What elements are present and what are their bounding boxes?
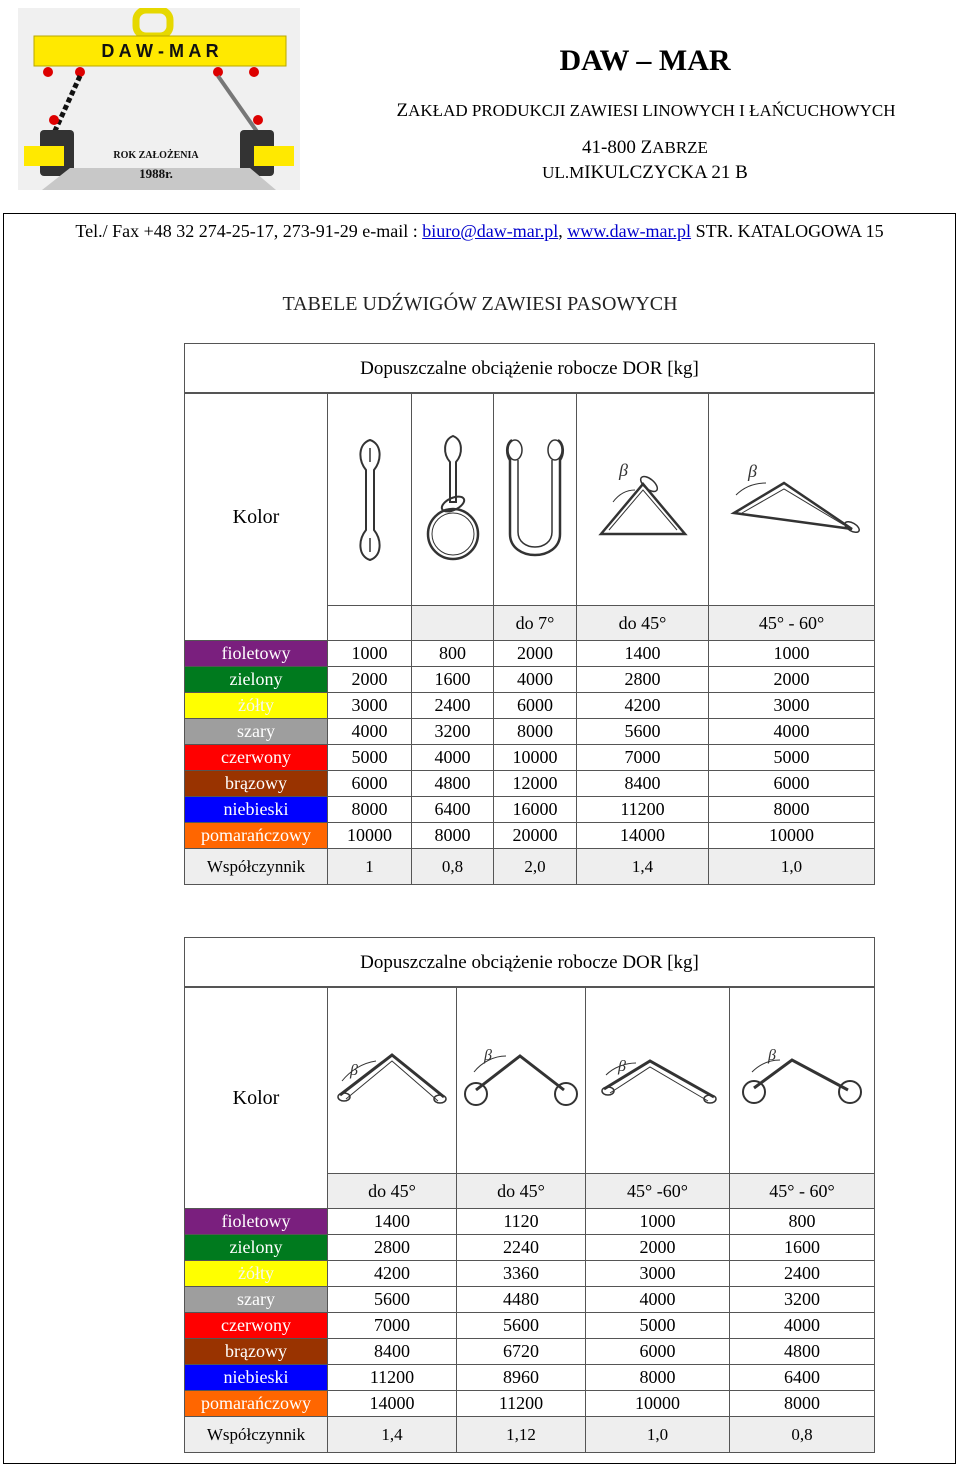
table-row [185, 1364, 875, 1390]
figure-basket-sling [494, 393, 577, 605]
contact-separator: , [558, 221, 568, 241]
load-value-cell: 1600 [730, 1234, 875, 1260]
city-rest: ABRZE [652, 138, 708, 157]
load-value-cell: 6720 [457, 1338, 586, 1364]
table1-factor-label: Współczynnik [185, 848, 328, 884]
load-value-cell: 1400 [328, 1208, 457, 1234]
table-row [185, 744, 875, 770]
load-value-cell: 8400 [328, 1338, 457, 1364]
load-value-cell: 10000 [709, 822, 875, 848]
website-link[interactable]: www.daw-mar.pl [567, 221, 692, 241]
color-name-cell: brązowy [185, 770, 328, 796]
load-value-cell: 5600 [328, 1286, 457, 1312]
angle-header: do 45° [457, 1173, 586, 1208]
load-value-cell: 3200 [412, 718, 494, 744]
load-value-cell: 6400 [730, 1364, 875, 1390]
factor-value: 1,4 [577, 848, 709, 884]
factor-value: 2,0 [494, 848, 577, 884]
catalog-page: STR. KATALOGOWA 15 [691, 221, 884, 241]
figure-single-sling [328, 393, 412, 605]
figure-two-leg-angle-eye-sling [586, 987, 730, 1173]
load-table-1 [184, 343, 875, 885]
table2-caption: Dopuszczalne obciążenie robocze DOR [kg] [185, 938, 875, 988]
page-title: TABELE UDŹWIGÓW ZAWIESI PASOWYCH [282, 293, 678, 315]
figure-two-leg-ring-sling [457, 987, 586, 1173]
table-row [185, 1260, 875, 1286]
load-value-cell: 12000 [494, 770, 577, 796]
load-value-cell: 6000 [494, 692, 577, 718]
load-value-cell: 4000 [730, 1312, 875, 1338]
load-value-cell: 6000 [709, 770, 875, 796]
load-value-cell: 8000 [709, 796, 875, 822]
color-name-cell: pomarańczowy [185, 1390, 328, 1416]
table-row [185, 640, 875, 666]
load-value-cell: 5000 [586, 1312, 730, 1338]
load-value-cell: 8960 [457, 1364, 586, 1390]
color-name-cell: czerwony [185, 1312, 328, 1338]
load-value-cell: 3000 [586, 1260, 730, 1286]
table-row [185, 692, 875, 718]
factor-value: 0,8 [730, 1416, 875, 1452]
figure-choke-sling [412, 393, 494, 605]
company-name: DAW – MAR [559, 44, 731, 77]
load-value-cell: 3200 [730, 1286, 875, 1312]
load-value-cell: 2000 [328, 666, 412, 692]
load-value-cell: 3000 [328, 692, 412, 718]
logo-badge-line2: 1988r. [139, 166, 173, 181]
load-value-cell: 5600 [457, 1312, 586, 1338]
factor-value: 0,8 [412, 848, 494, 884]
load-value-cell: 800 [412, 640, 494, 666]
load-value-cell: 14000 [328, 1390, 457, 1416]
load-value-cell: 4000 [586, 1286, 730, 1312]
table1-kolor-label: Kolor [185, 393, 328, 640]
company-city [470, 137, 820, 159]
factor-value: 1,0 [586, 1416, 730, 1452]
beta-symbol-6: β [768, 1047, 776, 1065]
color-name-cell: fioletowy [185, 640, 328, 666]
load-value-cell: 2400 [730, 1260, 875, 1286]
load-value-cell: 7000 [328, 1312, 457, 1338]
street-prefix: UL.M [542, 163, 585, 182]
beta-symbol-5: β [617, 1058, 626, 1076]
logo-text: D A W - M A R [101, 41, 219, 61]
company-subtitle [340, 100, 952, 122]
color-name-cell: niebieski [185, 796, 328, 822]
color-name-cell: czerwony [185, 744, 328, 770]
load-value-cell: 2000 [586, 1234, 730, 1260]
load-value-cell: 10000 [494, 744, 577, 770]
load-value-cell: 6000 [586, 1338, 730, 1364]
table-row [185, 1208, 875, 1234]
angle-header: do 45° [328, 1173, 457, 1208]
load-value-cell: 3360 [457, 1260, 586, 1286]
table-row [185, 1286, 875, 1312]
load-value-cell: 4000 [328, 718, 412, 744]
load-value-cell: 2000 [709, 666, 875, 692]
logo-badge-line1: ROK ZAŁOŻENIA [113, 150, 199, 161]
load-value-cell: 4200 [328, 1260, 457, 1286]
color-name-cell: szary [185, 718, 328, 744]
color-name-cell: zielony [185, 1234, 328, 1260]
table-row [185, 1234, 875, 1260]
color-name-cell: żółty [185, 1260, 328, 1286]
color-name-cell: pomarańczowy [185, 822, 328, 848]
beta-symbol-4: β [484, 1047, 492, 1065]
beta-symbol-2: β [747, 461, 757, 482]
load-value-cell: 5000 [709, 744, 875, 770]
table-row [185, 1312, 875, 1338]
load-value-cell: 5600 [577, 718, 709, 744]
angle-header: do 45° [577, 605, 709, 640]
load-value-cell: 4800 [412, 770, 494, 796]
load-value-cell: 8000 [328, 796, 412, 822]
load-value-cell: 2800 [328, 1234, 457, 1260]
load-value-cell: 20000 [494, 822, 577, 848]
load-value-cell: 8000 [494, 718, 577, 744]
load-value-cell: 16000 [494, 796, 577, 822]
subtitle-initial: Z [396, 100, 409, 121]
figure-two-leg-angle-ring-sling [730, 987, 875, 1173]
load-value-cell: 8000 [412, 822, 494, 848]
angle-header: 45° - 60° [730, 1173, 875, 1208]
load-value-cell: 8000 [586, 1364, 730, 1390]
load-value-cell: 4000 [709, 718, 875, 744]
load-value-cell: 2800 [577, 666, 709, 692]
load-value-cell: 4000 [494, 666, 577, 692]
subtitle-rest: AKŁAD PRODUKCJI ZAWIESI LINOWYCH I ŁAŃCUCHOWYCH [408, 101, 896, 120]
table1-caption: Dopuszczalne obciążenie robocze DOR [kg] [185, 344, 875, 394]
table-row [185, 1338, 875, 1364]
email-link[interactable]: biuro@daw-mar.pl [422, 221, 559, 241]
table-row [185, 770, 875, 796]
load-value-cell: 3000 [709, 692, 875, 718]
load-value-cell: 8000 [730, 1390, 875, 1416]
beta-symbol-1: β [618, 460, 628, 481]
load-value-cell: 4200 [577, 692, 709, 718]
table1-body [185, 640, 875, 848]
load-value-cell: 10000 [586, 1390, 730, 1416]
load-value-cell: 10000 [328, 822, 412, 848]
load-value-cell: 5000 [328, 744, 412, 770]
load-value-cell: 14000 [577, 822, 709, 848]
load-value-cell: 6000 [328, 770, 412, 796]
load-value-cell: 4480 [457, 1286, 586, 1312]
angle-header: 45° -60° [586, 1173, 730, 1208]
contact-prefix: Tel./ Fax +48 32 274-25-17, 273-91-29 e-mail : [75, 221, 423, 241]
load-value-cell: 6400 [412, 796, 494, 822]
load-value-cell: 8400 [577, 770, 709, 796]
factor-value: 1 [328, 848, 412, 884]
color-name-cell: niebieski [185, 1364, 328, 1390]
factor-value: 1,12 [457, 1416, 586, 1452]
table-row [185, 796, 875, 822]
angle-header [328, 605, 412, 640]
table-row [185, 822, 875, 848]
color-name-cell: zielony [185, 666, 328, 692]
load-value-cell: 2400 [412, 692, 494, 718]
angle-header: do 7° [494, 605, 577, 640]
table2-body [185, 1208, 875, 1416]
table-row [185, 718, 875, 744]
angle-header [412, 605, 494, 640]
load-value-cell: 4000 [412, 744, 494, 770]
figure-two-leg-eye-sling [328, 987, 457, 1173]
company-logo [18, 8, 300, 190]
table-row [185, 666, 875, 692]
load-value-cell: 800 [730, 1208, 875, 1234]
color-name-cell: żółty [185, 692, 328, 718]
load-value-cell: 1000 [328, 640, 412, 666]
load-value-cell: 7000 [577, 744, 709, 770]
load-value-cell: 1600 [412, 666, 494, 692]
beta-symbol-3: β [350, 1062, 358, 1080]
load-table-2 [184, 937, 875, 1453]
load-value-cell: 1000 [586, 1208, 730, 1234]
contact-line [3, 221, 956, 242]
load-value-cell: 11200 [328, 1364, 457, 1390]
load-value-cell: 1400 [577, 640, 709, 666]
load-value-cell: 2240 [457, 1234, 586, 1260]
load-value-cell: 4800 [730, 1338, 875, 1364]
figure-basket-angle-sling [577, 393, 709, 605]
street-rest: IKULCZYCKA 21 B [584, 162, 748, 183]
city-prefix: 41-800 Z [582, 137, 653, 158]
factor-value: 1,4 [328, 1416, 457, 1452]
load-value-cell: 1000 [709, 640, 875, 666]
table-row [185, 1390, 875, 1416]
table2-factor-label: Współczynnik [185, 1416, 328, 1452]
factor-value: 1,0 [709, 848, 875, 884]
color-name-cell: brązowy [185, 1338, 328, 1364]
color-name-cell: fioletowy [185, 1208, 328, 1234]
load-value-cell: 11200 [457, 1390, 586, 1416]
load-value-cell: 11200 [577, 796, 709, 822]
figure-two-leg-sling [709, 393, 875, 605]
load-value-cell: 2000 [494, 640, 577, 666]
company-street [470, 162, 820, 184]
table2-kolor-label: Kolor [185, 987, 328, 1208]
color-name-cell: szary [185, 1286, 328, 1312]
angle-header: 45° - 60° [709, 605, 875, 640]
load-value-cell: 1120 [457, 1208, 586, 1234]
